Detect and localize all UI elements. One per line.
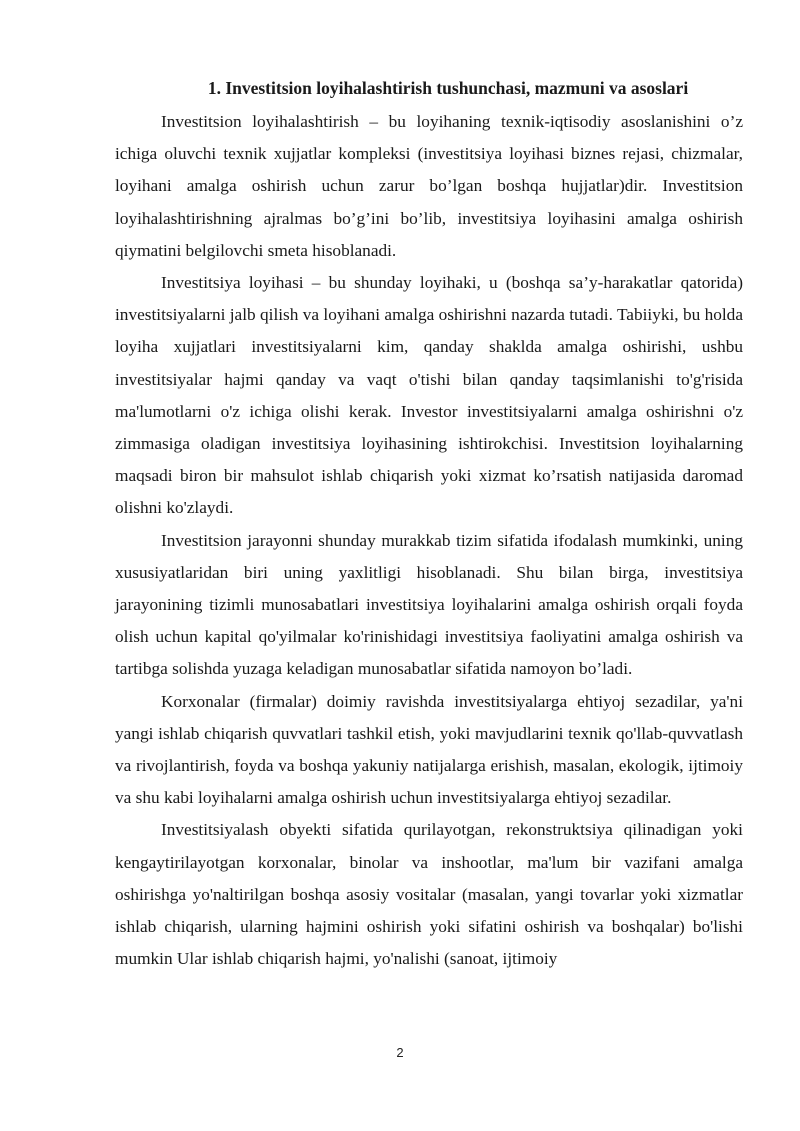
paragraph-2: Investitsiya loyihasi – bu shunday loyihaki, u (boshqa sa’y-harakatlar qatorida) investitsiyalarni jalb qilish va loyihani amalga oshirishni nazarda tutadi. Tabiiyki, bu holda loyiha xujjatlari investitsiyalarni kim, qanday shaklda amalga oshirishi, ushbu investitsiyalar hajmi qanday va vaqt o'tishi bilan qanday taqsimlanishi to'g'risida ma'lumotlarni o'z ichiga olishi kerak. Investor investitsiyalarni amalga oshirishni o'z zimmasiga oladigan investitsiya loyihasining ishtirokchisi. Investitsion loyihalarning maqsadi biron bir mahsulot ishlab chiqarish yoki xizmat ko’rsatish natijasida daromad olishni ko'zlaydi. xyxy=(115,273,743,518)
section-heading: 1. Investitsion loyihalashtirish tushunchasi, mazmuni va asoslari xyxy=(207,78,689,98)
document-page xyxy=(115,74,743,975)
paragraph-3: Investitsion jarayonni shunday murakkab tizim sifatida ifodalash mumkinki, uning xususiyatlaridan biri uning yaxlitligi hisoblanadi. Shu bilan birga, investitsiya jarayonining tizimli munosabatlari investitsiya loyihalarini amalga oshirish orqali foyda olish uchun kapital qo'yilmalar ko'rinishidagi investitsiya faoliyatini amalga oshirish va tartibga solishda yuzaga keladigan munosabatlar sifatida namoyon bo’ladi. xyxy=(115,530,743,679)
page-number: 2 xyxy=(396,1045,404,1060)
paragraph-5: Investitsiyalash obyekti sifatida qurilayotgan, rekonstruktsiya qilinadigan yoki kengaytirilayotgan korxonalar, binolar va inshootlar, ma'lum bir vazifani amalga oshirishga yo'naltirilgan boshqa asosiy vositalar (masalan, yangi tovarlar yoki xizmatlar ishlab chiqarish, ularning hajmini oshirish yoki sifatini oshirish va boshqalar) bo'lishi mumkin Ular ishlab chiqarish hajmi, yo'nalishi (sanoat, ijtimoiy xyxy=(115,820,743,969)
paragraph-4: Korxonalar (firmalar) doimiy ravishda investitsiyalarga ehtiyoj sezadilar, ya'ni yangi ishlab chiqarish quvvatlari tashkil etish, yoki mavjudlarini texnik qo'llab-quvvatlash va rivojlantirish, foyda va boshqa yakuniy natijalarga erishish, masalan, ekologik, ijtimoiy va shu kabi loyihalarni amalga oshirish uchun investitsiyalarga ehtiyoj sezadilar. xyxy=(115,691,743,808)
paragraph-1: Investitsion loyihalashtirish – bu loyihaning texnik-iqtisodiy asoslanishini o’z ichiga oluvchi texnik xujjatlar kompleksi (investitsiya loyihasi biznes rejasi, chizmalar, loyihani amalga oshirish uchun zarur bo’lgan boshqa hujjatlar)dir. Investitsion loyihalashtirishning ajralmas bo’g’ini bo’lib, investitsiya loyihasini amalga oshirish qiymatini belgilovchi smeta hisoblanadi. xyxy=(115,112,743,260)
